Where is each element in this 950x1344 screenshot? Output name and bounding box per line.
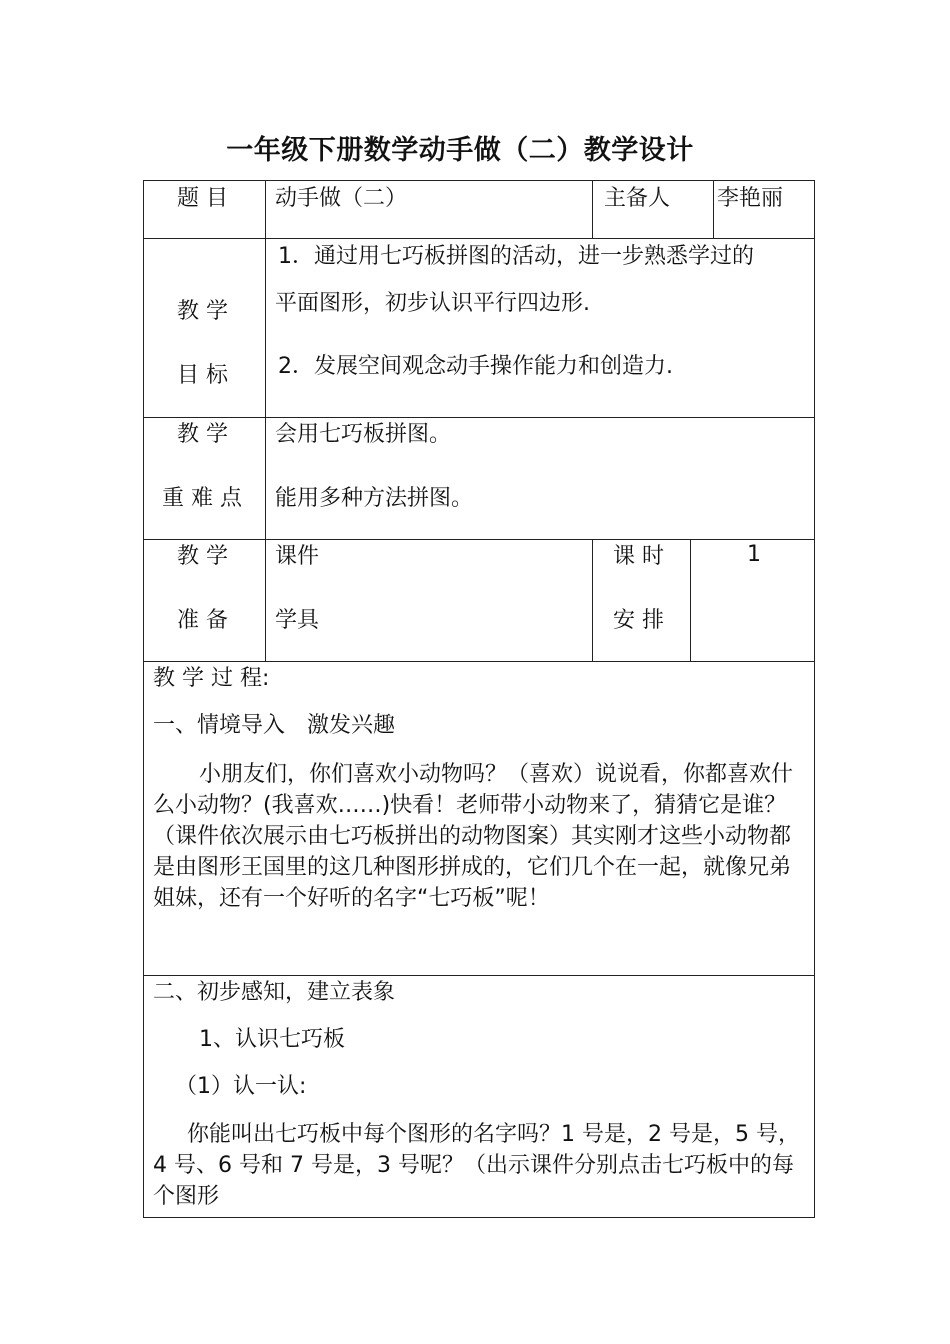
row-border: [143, 975, 815, 976]
preparation-item-2: 学具: [275, 608, 320, 633]
document-title: 一年级下册数学动手做（二）教学设计: [226, 135, 694, 166]
row-border: [143, 1217, 815, 1218]
row-border: [143, 417, 815, 418]
hours-label-2: 安 排: [613, 608, 664, 633]
hours-label-1: 课 时: [613, 544, 664, 569]
hours-value: 1: [747, 542, 761, 567]
objectives-label-2: 目 标: [177, 363, 228, 388]
preparer-label: 主备人: [604, 186, 671, 211]
col-border: [713, 180, 714, 239]
key-points-label-1: 教 学: [177, 422, 228, 447]
objective-line-3: 2．发展空间观念动手操作能力和创造力.: [278, 354, 673, 379]
col-border: [814, 180, 815, 1218]
section-1-title: 一、情境导入 激发兴趣: [153, 713, 396, 738]
section-2-paragraph: 你能叫出七巧板中每个图形的名字吗？1 号是，2 号是，5 号，4 号、6 号和 7 号是，3 号呢？（出示课件分别点击七巧板中的每个图形: [153, 1122, 800, 1209]
col-border: [690, 539, 691, 662]
row-border: [143, 661, 815, 662]
row-border: [143, 180, 815, 181]
section-2-title: 二、初步感知，建立表象: [153, 980, 396, 1005]
key-points-label-2: 重 难 点: [162, 486, 242, 511]
objectives-label-1: 教 学: [177, 299, 228, 324]
objective-line-1: 1．通过用七巧板拼图的活动，进一步熟悉学过的: [278, 244, 754, 269]
key-point-line-1: 会用七巧板拼图。: [275, 422, 452, 447]
section-2-item: （1）认一认:: [175, 1074, 307, 1099]
row-border: [143, 539, 815, 540]
col-border: [265, 180, 266, 662]
topic-value: 动手做（二）: [275, 186, 408, 211]
col-border: [143, 180, 144, 1218]
preparation-label-1: 教 学: [177, 544, 228, 569]
col-border: [592, 539, 593, 662]
process-heading: 教 学 过 程:: [153, 666, 270, 691]
section-2-subtitle: 1、认识七巧板: [199, 1027, 345, 1052]
preparer-value: 李艳丽: [717, 186, 784, 211]
key-point-line-2: 能用多种方法拼图。: [275, 486, 474, 511]
topic-label: 题 目: [177, 186, 228, 211]
preparation-label-2: 准 备: [177, 608, 228, 633]
objective-line-2: 平面图形，初步认识平行四边形.: [275, 291, 590, 316]
col-border: [592, 180, 593, 239]
lesson-plan-table: [143, 180, 815, 1218]
row-border: [143, 238, 815, 239]
preparation-item-1: 课件: [275, 544, 320, 569]
section-1-paragraph: 小朋友们，你们喜欢小动物吗？（喜欢）说说看，你都喜欢什么小动物？(我喜欢……)快看！老师带小动物来了，猜猜它是谁？（课件依次展示由七巧板拼出的动物图案）其实刚才这些小动物都是由图形王国里的这几种图形拼成的，它们几个在一起，就像兄弟姐妹，还有一个好听的名字“七巧板”呢！: [153, 762, 794, 911]
